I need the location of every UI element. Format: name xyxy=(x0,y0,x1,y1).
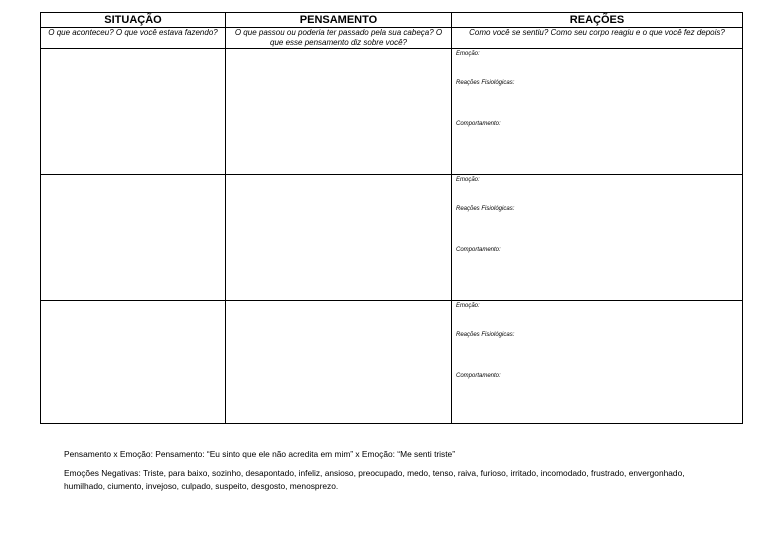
header-reacoes: REAÇÕES xyxy=(452,13,743,28)
example-note: Pensamento x Emoção: Pensamento: “Eu sinto que ele não acredita em mim” x Emoção: “Me senti triste” xyxy=(64,449,456,459)
subheader-row xyxy=(41,28,743,49)
negative-emotions-note: Emoções Negativas: Triste, para baixo, sozinho, desapontado, infeliz, ansioso, preocupado, medo, tenso, raiva, furioso, irritado, incomodado, frustrado, envergonhado, humilhado, ciumento, invejoso, culpado, suspeito, desgosto, menosprezo. xyxy=(64,468,685,491)
reaction-block xyxy=(452,301,742,423)
pensamento-cell[interactable] xyxy=(226,49,452,175)
entry-row-3 xyxy=(41,301,743,424)
comportamento-label: Comportamento: xyxy=(456,121,501,127)
thought-record-table xyxy=(40,12,743,424)
reacoes-fisiologicas-label: Reações Fisiológicas: xyxy=(456,80,515,86)
header-situacao: SITUAÇÃO xyxy=(41,13,226,28)
reacoes-fisiologicas-label: Reações Fisiológicas: xyxy=(456,206,515,212)
subheader-pensamento: O que passou ou poderia ter passado pela sua cabeça? O que esse pensamento diz sobre você? xyxy=(226,28,452,49)
emocao-label: Emoção: xyxy=(456,51,480,57)
reacoes-fisiologicas-label: Reações Fisiológicas: xyxy=(456,332,515,338)
header-pensamento: PENSAMENTO xyxy=(226,13,452,28)
pensamento-cell[interactable] xyxy=(226,175,452,301)
header-row xyxy=(41,13,743,28)
subheader-reacoes: Como você se sentiu? Como seu corpo reagiu e o que você fez depois? xyxy=(452,28,743,49)
reaction-block xyxy=(452,49,742,174)
reacoes-cell[interactable] xyxy=(452,49,743,175)
reacoes-cell[interactable] xyxy=(452,301,743,424)
emocao-label: Emoção: xyxy=(456,177,480,183)
emocao-label: Emoção: xyxy=(456,303,480,309)
reacoes-cell[interactable] xyxy=(452,175,743,301)
situacao-cell[interactable] xyxy=(41,49,226,175)
pensamento-cell[interactable] xyxy=(226,301,452,424)
comportamento-label: Comportamento: xyxy=(456,247,501,253)
situacao-cell[interactable] xyxy=(41,301,226,424)
comportamento-label: Comportamento: xyxy=(456,373,501,379)
reaction-block xyxy=(452,175,742,300)
entry-row-2 xyxy=(41,175,743,301)
entry-row-1 xyxy=(41,49,743,175)
subheader-situacao: O que aconteceu? O que você estava fazendo? xyxy=(41,28,226,49)
situacao-cell[interactable] xyxy=(41,175,226,301)
